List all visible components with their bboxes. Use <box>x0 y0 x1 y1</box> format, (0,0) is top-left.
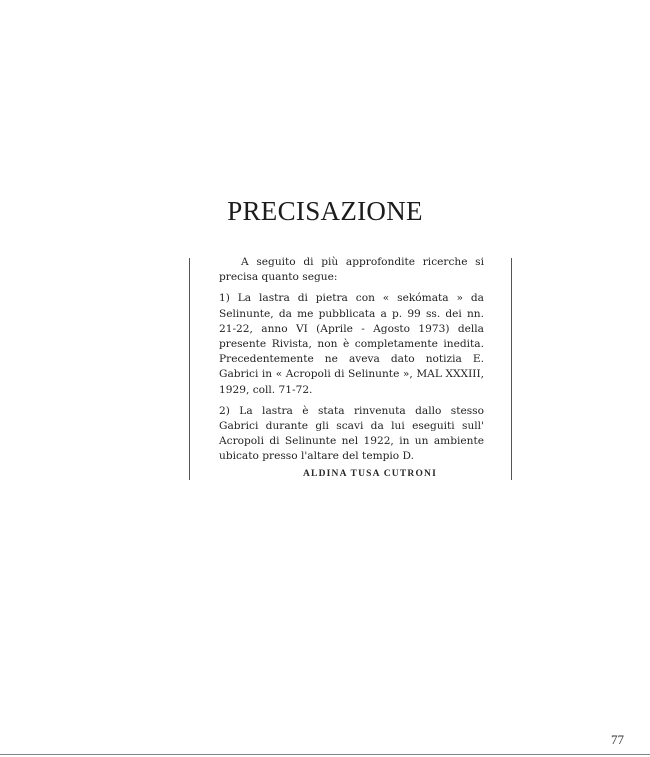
intro-paragraph: A seguito di più approfondite ricerche si precisa quanto segue: <box>219 256 484 284</box>
page-number: 77 <box>611 732 624 747</box>
right-margin-rule <box>511 258 512 480</box>
author-signature: ALDINA TUSA CUTRONI <box>302 469 437 479</box>
body-text <box>219 255 484 471</box>
point-2-paragraph: 2) La lastra è stata rinvenuta dallo stesso Gabrici durante gli scavi da lui eseguiti sull' Acropoli di Selinunte nel 1922, in un ambiente ubicato presso l'altare del tempio D. <box>219 404 484 463</box>
left-margin-rule <box>189 258 190 480</box>
point-1-paragraph: 1) La lastra di pietra con « sekómata » da Selinunte, da me pubblicata a p. 99 ss. dei nn. 21-22, anno VI (Aprile - Agosto 1973) della presente Rivista, non è completamente inedita. Precedentemente ne aveva dato notizia E. Gabrici in « Acropoli di Selinunte », MAL XXXIII, 1929, coll. 71-72. <box>219 292 484 396</box>
bottom-rule <box>0 754 650 755</box>
page-title: PRECISAZIONE <box>227 196 423 226</box>
